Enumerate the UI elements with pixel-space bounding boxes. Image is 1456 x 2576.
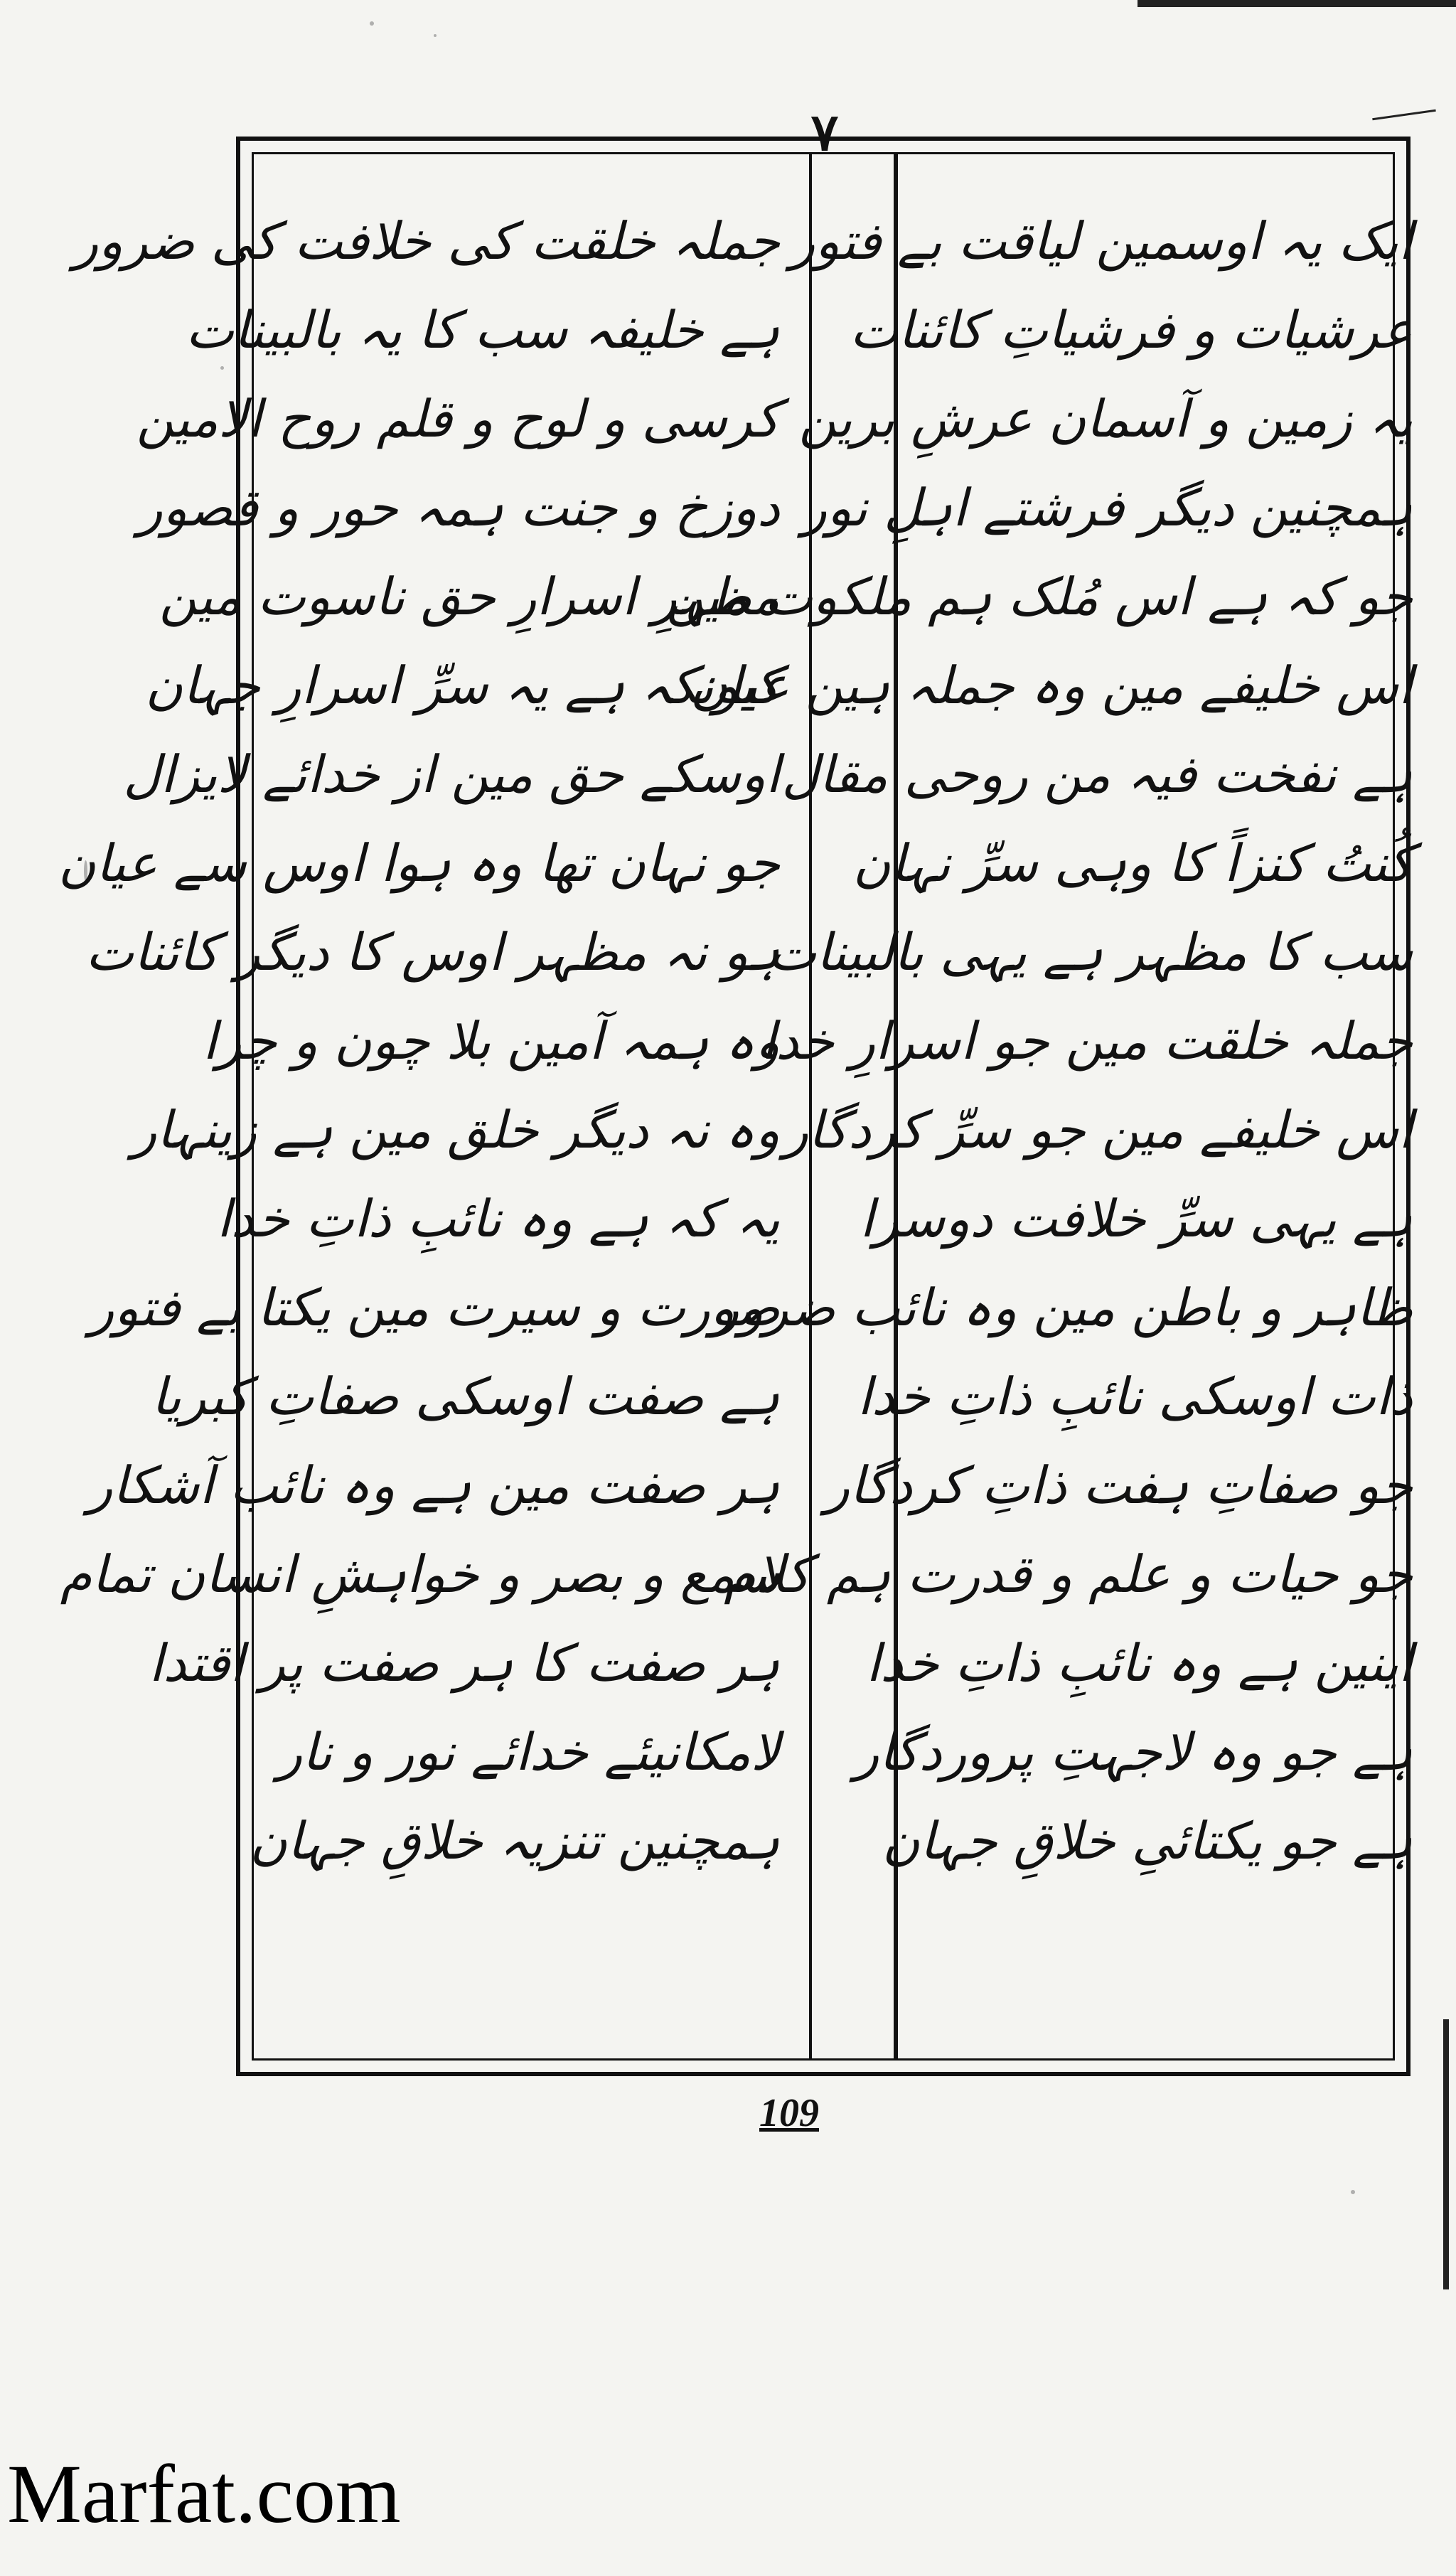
verse-line: جملہ خلقت مین جو اسرارِ خدا [761,1011,1413,1071]
left-verse-column [58,197,801,2030]
verse-line: لامکانیئے خدائے نور و نار [277,1722,780,1782]
verse-line: اس خلیفے مین وہ جملہ ہین عیان [690,656,1413,715]
verse-line: ہے جو یکتائیِ خلاقِ جہان [882,1811,1413,1871]
verse-line: ہمچنین دیگر فرشتے اہلِ نور [802,478,1413,538]
verse-line: عرشیات و فرشیاتِ کائنات [850,300,1413,360]
scan-speck [1351,2190,1355,2194]
verse-line: وہ نہ دیگر خلق مین ہے زینہار [132,1100,780,1160]
verse-line: دوزخ و جنت ہمہ حور و قصور [137,478,780,538]
verse-line: جملہ خلقت کی خلافت کی ضرور [73,211,780,271]
verse-line: ہر صفت مین ہے وہ نائب آشکار [87,1455,780,1515]
verse-line: ظاہر و باطن مین وہ نائب ضرور [714,1278,1413,1337]
verse-line: وہ ہمہ آمین بلا چون و چرا [203,1011,780,1071]
verse-line: ہے خلیفہ سب کا یہ بالبینات [186,300,780,360]
verse-line: مظہرِ اسرارِ حق ناسوت مین [159,567,780,626]
margin-mark [1372,109,1436,120]
verse-line: یہ زمین و آسمان عرشِ برین [798,389,1413,449]
verse-line: جو حیات و علم و قدرت ہم کلام [724,1544,1413,1604]
scan-speck [434,34,437,37]
verse-line: کرسی و لوح و قلم روح الامین [136,389,780,449]
text-frame [58,137,1413,2076]
watermark: Marfat.com [7,2447,401,2540]
top-edge-shadow [1138,0,1456,7]
verse-line: یہ کہ ہے وہ نائبِ ذاتِ خدا [216,1189,780,1249]
page-top-marker: ۷ [810,102,839,162]
verse-line: سب کا مظہر ہے یہی بالبینات [768,922,1413,982]
verse-line: ہے جو وہ لاجہتِ پروردگار [854,1722,1413,1782]
verse-line: کُنتُ کنزاً کا وہی سرِّ نہان [852,833,1413,893]
verse-line: ہر صفت کا ہر صفت پر اقتدا [149,1633,780,1693]
verse-line: اوسکے حق مین از خدائے لایزال [123,744,780,804]
verse-line: ہمچنین تنزیہ خلاقِ جہان [250,1811,780,1871]
verse-line: ایک یہ اوسمین لیاقت بے فتور [790,211,1413,271]
verse-line: جو صفاتِ ہفت ذاتِ کردگار [825,1455,1413,1515]
verse-line: اس خلیفے مین جو سرِّ کردگار [783,1100,1413,1160]
verse-line: ہے نفخت فیہ من روحی مقال [781,744,1413,804]
scan-speck [370,21,374,26]
verse-line: سمع و بصر و خواہشِ انسان تمام [60,1544,780,1604]
verse-line: ہے صفت اوسکی صفاتِ کبریا [151,1367,780,1426]
verse-line: کیونکہ ہے یہ سرِّ اسرارِ جہان [145,656,780,715]
right-edge-shadow [1443,2019,1449,2289]
verse-line: اینین ہے وہ نائبِ ذاتِ خدا [866,1633,1413,1693]
page-number: 109 [759,2091,819,2135]
verse-line: ذات اوسکی نائبِ ذاتِ خدا [857,1367,1413,1426]
verse-line: صورت و سیرت مین یکتا بے فتور [89,1278,780,1337]
right-verse-column [666,197,1427,2030]
verse-line: جو نہان تھا وہ ہوا اوس سے عیان [58,833,780,893]
verse-line: ہو نہ مظہر اوس کا دیگر کائنات [85,922,780,982]
text-frame-inner [58,152,1413,2061]
verse-line: جو کہ ہے اس مُلک ہم ملکوت مین [666,567,1413,626]
verse-line: ہے یہی سرِّ خلافت دوسرا [860,1189,1413,1249]
